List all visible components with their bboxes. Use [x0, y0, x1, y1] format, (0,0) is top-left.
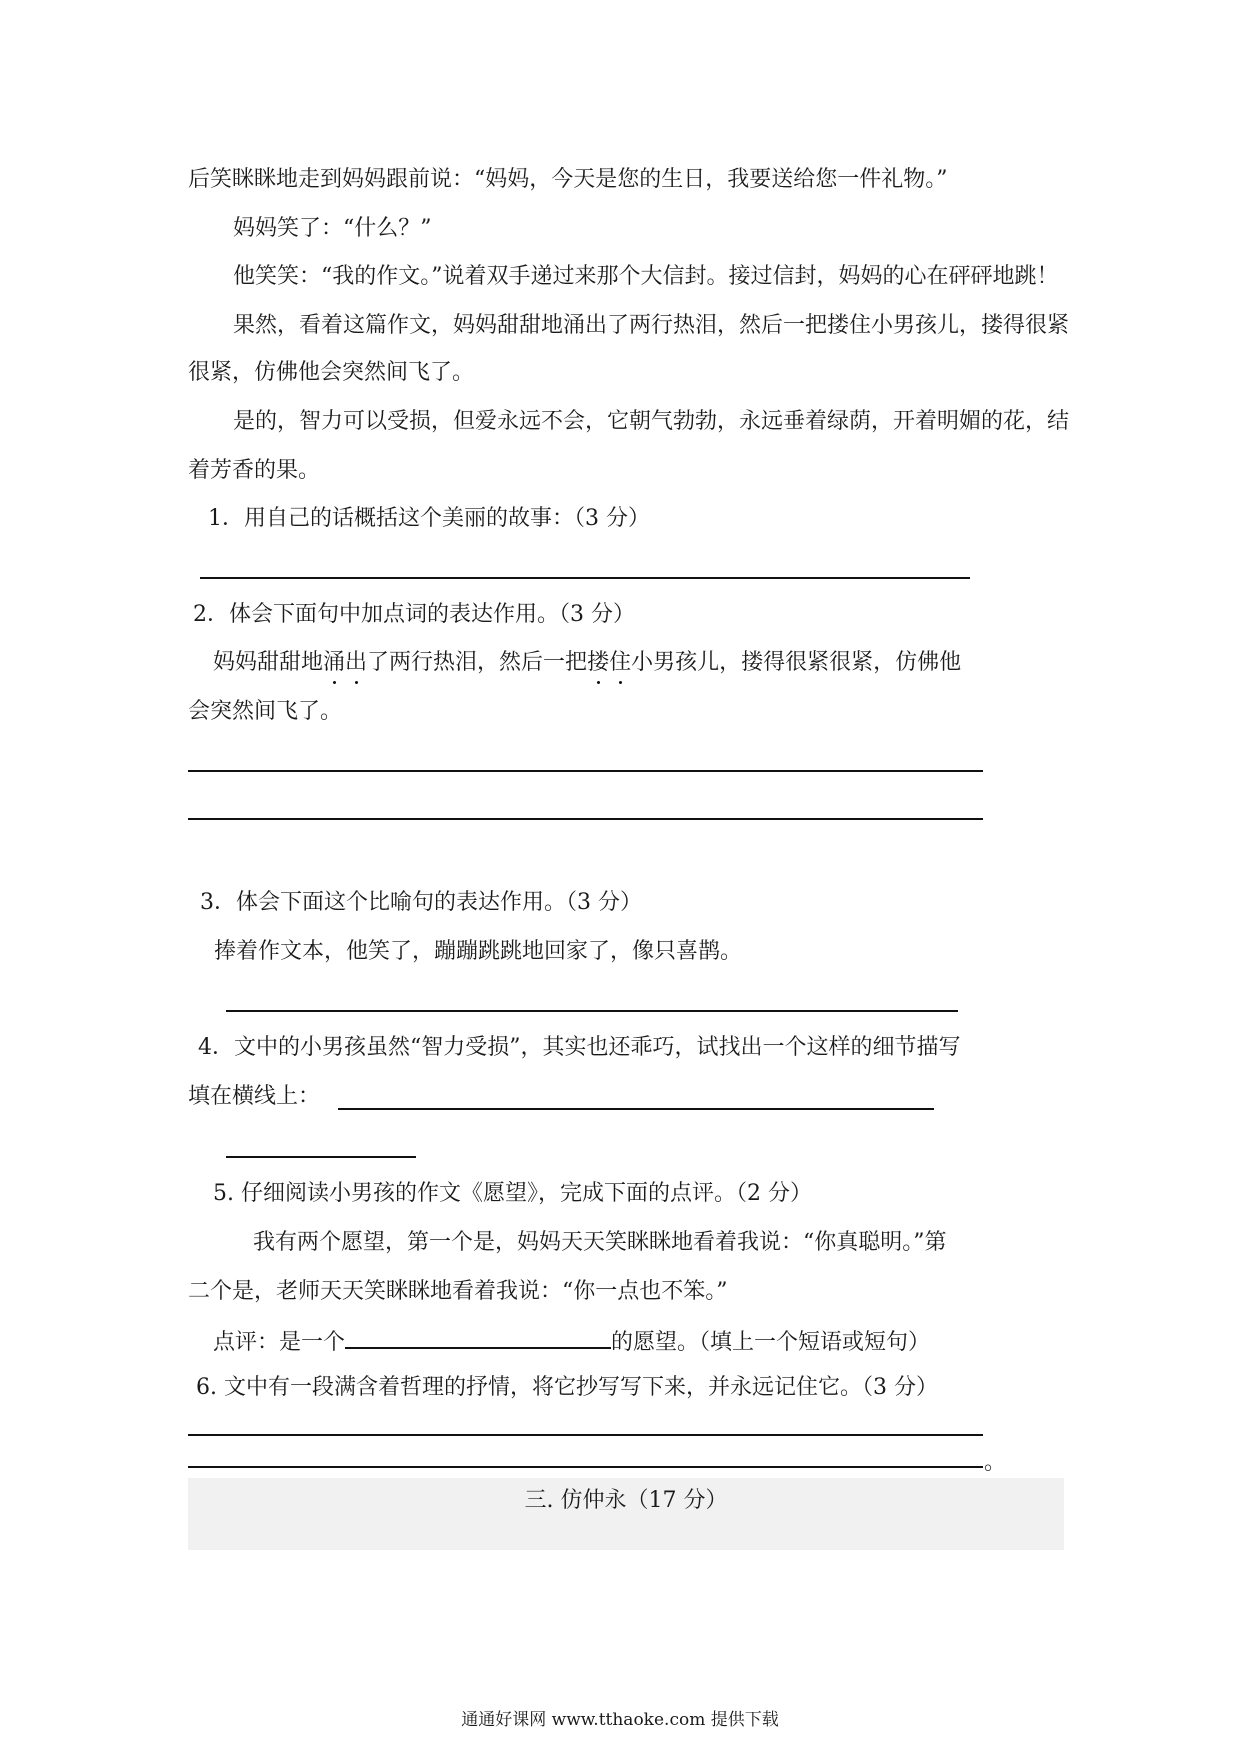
answer-line-q6-a[interactable] — [188, 1434, 983, 1436]
question-4: 4．文中的小男孩虽然“智力受损”，其实也还乖巧，试找出一个这样的细节描写 — [198, 1035, 961, 1060]
story-line-5: 很紧，仿佛他会突然间飞了。 — [188, 360, 475, 385]
dotted-word-yong: 涌 — [323, 648, 345, 678]
story-line-6: 是的，智力可以受损，但爱永远不会，它朝气勃勃，永远垂着绿荫，开着明媚的花，结 — [233, 409, 1070, 434]
section-3-title: 三. 仿仲永（17 分） — [524, 1488, 728, 1513]
question-1: 1．用自己的话概括这个美丽的故事：（3 分） — [208, 506, 650, 531]
story-line-4: 果然，看着这篇作文，妈妈甜甜地涌出了两行热泪，然后一把搂住小男孩儿，搂得很紧 — [233, 313, 1070, 338]
question-2: 2．体会下面句中加点词的表达作用。（3 分） — [193, 602, 635, 627]
question-3: 3．体会下面这个比喻句的表达作用。（3 分） — [200, 890, 642, 915]
essay-line-2: 二个是，老师天天笑眯眯地看着我说：“你一点也不笨。” — [188, 1279, 728, 1304]
answer-line-q6-end-mark: 。 — [984, 1450, 1007, 1475]
answer-line-q6-b[interactable] — [188, 1466, 983, 1468]
page-footer: 通通好课网 www.tthaoke.com 提供下载 — [461, 1710, 779, 1730]
dotted-word-lou: 搂 — [587, 648, 609, 678]
dotted-word-chu: 出 — [345, 648, 367, 678]
section-3-band — [188, 1478, 1064, 1550]
question-2-sentence-line-2: 会突然间飞了。 — [188, 699, 343, 724]
question-2-sentence — [213, 648, 961, 678]
answer-line-q4-a[interactable] — [338, 1108, 934, 1110]
story-line-7: 着芳香的果。 — [188, 458, 321, 483]
comment-suffix: 的愿望。（填上一个短语或短句） — [611, 1330, 931, 1355]
question-4-line-2 — [188, 1082, 320, 1112]
answer-line-q1[interactable] — [200, 577, 970, 579]
comment-blank[interactable] — [345, 1325, 611, 1349]
answer-line-q2-a[interactable] — [188, 770, 983, 772]
question-6: 6. 文中有一段满含着哲理的抒情，将它抄写写下来，并永远记住它。（3 分） — [196, 1375, 938, 1400]
story-line-1: 后笑眯眯地走到妈妈跟前说：“妈妈，今天是您的生日，我要送给您一件礼物。” — [188, 167, 948, 192]
sentence-part-a: 妈妈甜甜地 — [213, 650, 324, 675]
sentence-part-c: 小男孩儿，搂得很紧很紧，仿佛他 — [631, 650, 962, 675]
question-4-prompt: 填在横线上： — [188, 1084, 321, 1109]
comment-line — [213, 1325, 930, 1358]
dotted-word-zhu: 住 — [609, 648, 631, 678]
answer-line-q4-b[interactable] — [226, 1156, 416, 1158]
story-line-3: 他笑笑：“我的作文。”说着双手递过来那个大信封。接过信封，妈妈的心在砰砰地跳！ — [233, 264, 1059, 289]
story-line-2: 妈妈笑了：“什么？” — [233, 216, 432, 241]
answer-line-q3[interactable] — [226, 1010, 958, 1012]
essay-line-1: 我有两个愿望，第一个是，妈妈天天笑眯眯地看着我说：“你真聪明。”第 — [253, 1230, 947, 1255]
question-3-sentence: 捧着作文本，他笑了，蹦蹦跳跳地回家了，像只喜鹊。 — [214, 939, 743, 964]
question-5: 5. 仔细阅读小男孩的作文《愿望》，完成下面的点评。（2 分） — [213, 1181, 812, 1206]
comment-prefix: 点评：是一个 — [213, 1330, 346, 1355]
answer-line-q2-b[interactable] — [188, 818, 983, 820]
sentence-part-b: 了两行热泪，然后一把 — [367, 650, 588, 675]
